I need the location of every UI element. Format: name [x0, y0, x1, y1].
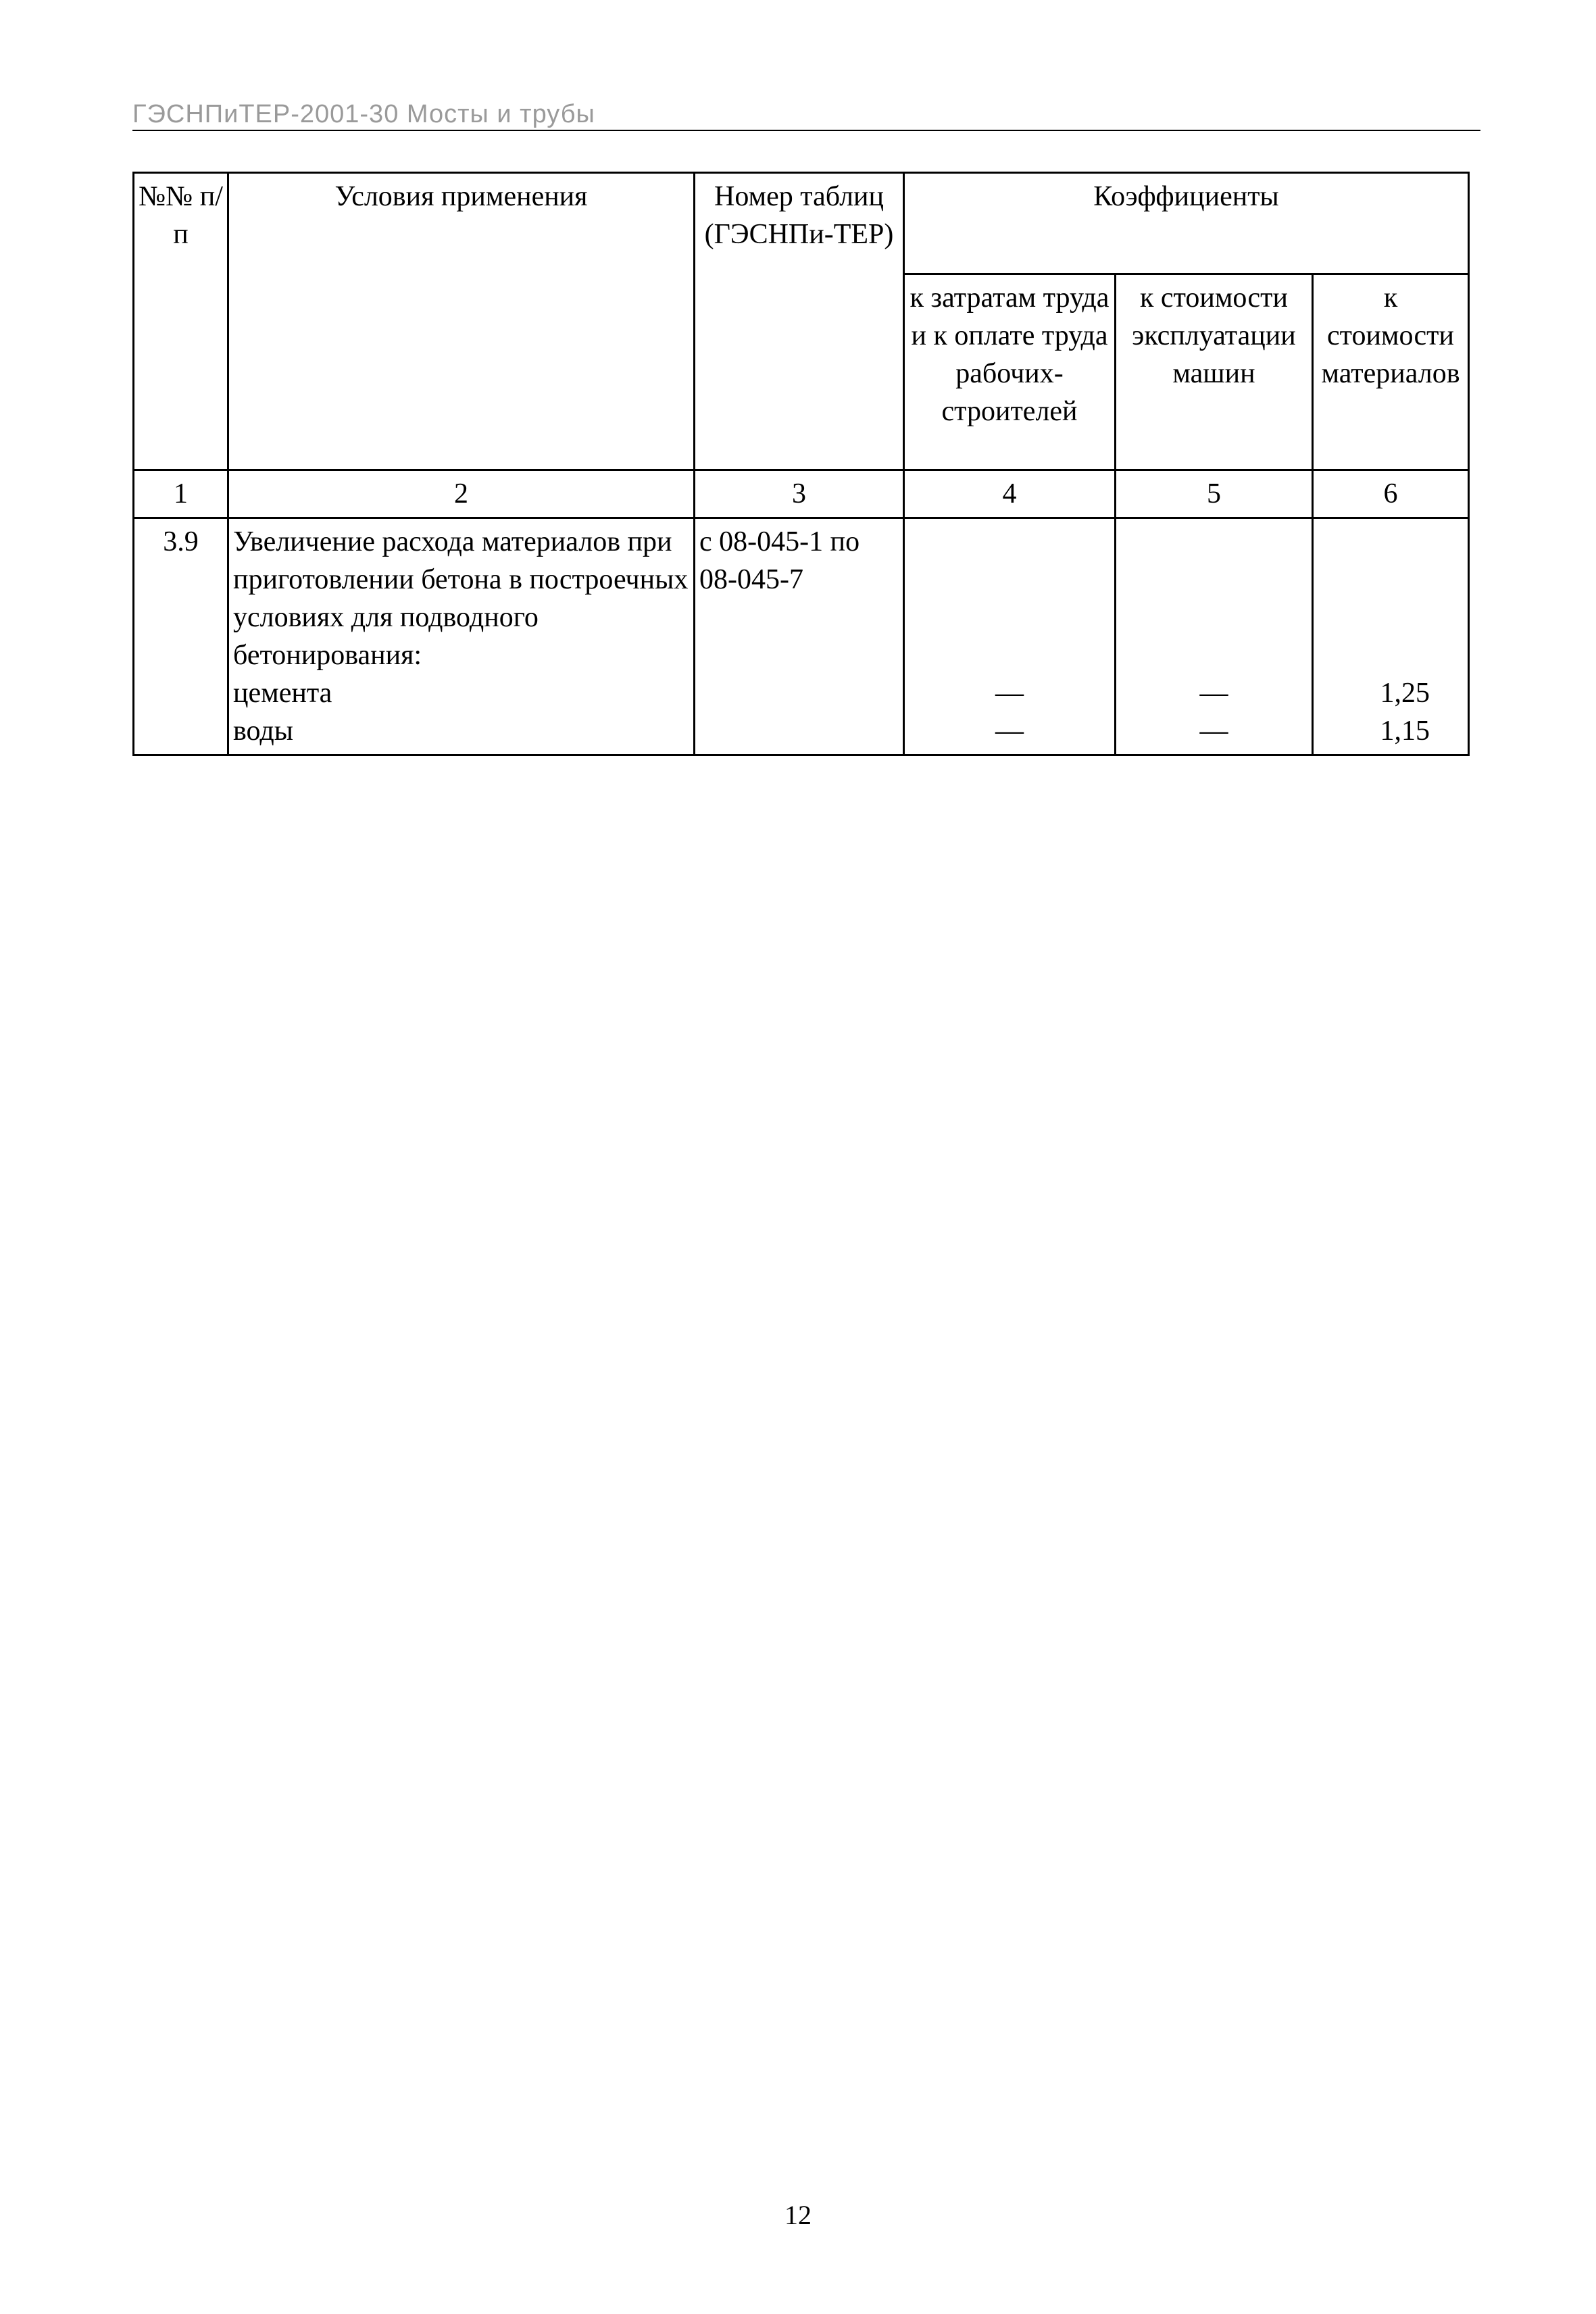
column-number: 1: [134, 470, 228, 518]
coefficients-table: [132, 172, 1470, 756]
item-name: цемента: [233, 678, 332, 709]
column-number: 6: [1313, 470, 1469, 518]
labor-value: —: [995, 715, 1024, 747]
header-rule: [132, 130, 1480, 131]
header-labor-coef: к затратам труда и к оплате труда рабочих-строителей: [904, 274, 1116, 470]
labor-value: —: [995, 678, 1024, 709]
header-materials-coef: к стоимости материалов: [1313, 274, 1469, 470]
header-machines-coef: к стоимости эксплуатации машин: [1116, 274, 1313, 470]
row-machines: [1116, 518, 1313, 755]
item-name: воды: [233, 715, 293, 747]
row-materials: [1313, 518, 1469, 755]
column-number: 5: [1116, 470, 1313, 518]
row-number: 3.9: [134, 518, 228, 755]
materials-value: 1,15: [1380, 715, 1430, 747]
header-table-numbers: Номер таблиц (ГЭСНПи-ТЕР): [695, 173, 904, 470]
row-condition: [228, 518, 695, 755]
table-row: [134, 518, 1469, 755]
row-tables: с 08-045-1 по 08-045-7: [695, 518, 904, 755]
header-coefficients: Коэффициенты: [904, 173, 1469, 274]
machines-value: —: [1199, 715, 1228, 747]
machines-value: —: [1199, 678, 1228, 709]
row-labor: [904, 518, 1116, 755]
materials-value: 1,25: [1380, 678, 1430, 709]
condition-text: Увеличение расхода материалов при приготовлении бетона в построечных условиях для подводного бетонирования:: [233, 526, 689, 671]
header-number: №№ п/п: [134, 173, 228, 470]
header-conditions: Условия применения: [228, 173, 695, 470]
running-header: ГЭСНПиТЕР-2001-30 Мосты и трубы: [132, 100, 595, 128]
column-number: 3: [695, 470, 904, 518]
column-number: 4: [904, 470, 1116, 518]
column-number: 2: [228, 470, 695, 518]
page-number: 12: [784, 2200, 812, 2230]
